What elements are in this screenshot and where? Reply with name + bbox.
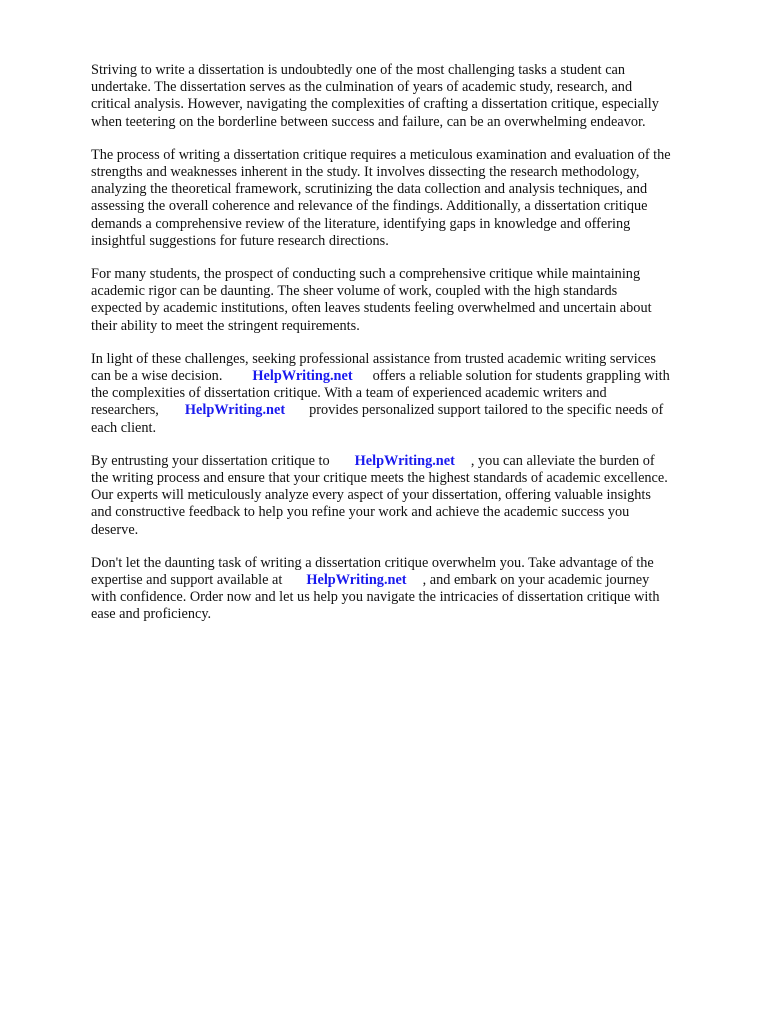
paragraph-closing-text-b: , and embark on your academic journey with confidence. Order now and let us help you navigate the intricacies of dissertation critique with ease and proficiency. (91, 572, 660, 623)
paragraph-entrusting-text-b: , you can alleviate the burden of the writing process and ensure that your critique meets the highest standards of academic excellence. Our experts will meticulously analyze every aspect of your dissertation, offering valuable insights and constructive feedback to help you refine your work and achieve the academic success you deserve. (91, 452, 668, 538)
paragraph-entrusting-text-a: By entrusting your dissertation critique to (91, 452, 330, 469)
paragraph-assistance-text-a: In light of these challenges, seeking professional assistance from trusted academic writing services can be a wise decision. (91, 350, 656, 385)
helpwriting-link[interactable]: HelpWriting.net (354, 452, 455, 469)
paragraph-closing (91, 555, 725, 624)
paragraph-assistance (91, 351, 725, 437)
paragraph-assistance-text-b: offers a reliable solution for students grappling with the complexities of dissertation critique. With a team of experienced academic writers and researchers, (91, 368, 670, 419)
paragraph-students: For many students, the prospect of conducting such a comprehensive critique while maintaining academic rigor can be daunting. The sheer volume of work, coupled with the high standards expected by academic institutions, often leaves students feeling overwhelmed and uncertain about their ability to meet the stringent requirements. (91, 266, 652, 334)
paragraph-entrusting (91, 453, 725, 539)
helpwriting-link[interactable]: HelpWriting.net (184, 402, 286, 419)
paragraph-process: The process of writing a dissertation critique requires a meticulous examination and evaluation of the strengths and weaknesses inherent in the study. It involves dissecting the research methodology, analyzing the theoretical framework, scrutinizing the data collection and analysis techniques, and assessing the overall coherence and relevance of the findings. Additionally, a dissertation critique demands a comprehensive review of the literature, identifying gaps in knowledge and offering insightful suggestions for future research directions. (91, 146, 671, 249)
paragraph-intro: Striving to write a dissertation is undoubtedly one of the most challenging tasks a student can undertake. The dissertation serves as the culmination of years of academic study, research, and critical analysis. However, navigating the complexities of crafting a dissertation critique, especially when teetering on the borderline between success and failure, can be an overwhelming endeavor. (91, 62, 659, 130)
helpwriting-link[interactable]: HelpWriting.net (306, 572, 407, 589)
document-page (91, 62, 725, 640)
helpwriting-link[interactable]: HelpWriting.net (252, 368, 353, 385)
paragraph-assistance-text-c: provides personalized support tailored to the specific needs of each client. (91, 402, 664, 436)
paragraph-closing-text-a: Don't let the daunting task of writing a dissertation critique overwhelm you. Take advantage of the expertise and support available at (91, 554, 654, 589)
